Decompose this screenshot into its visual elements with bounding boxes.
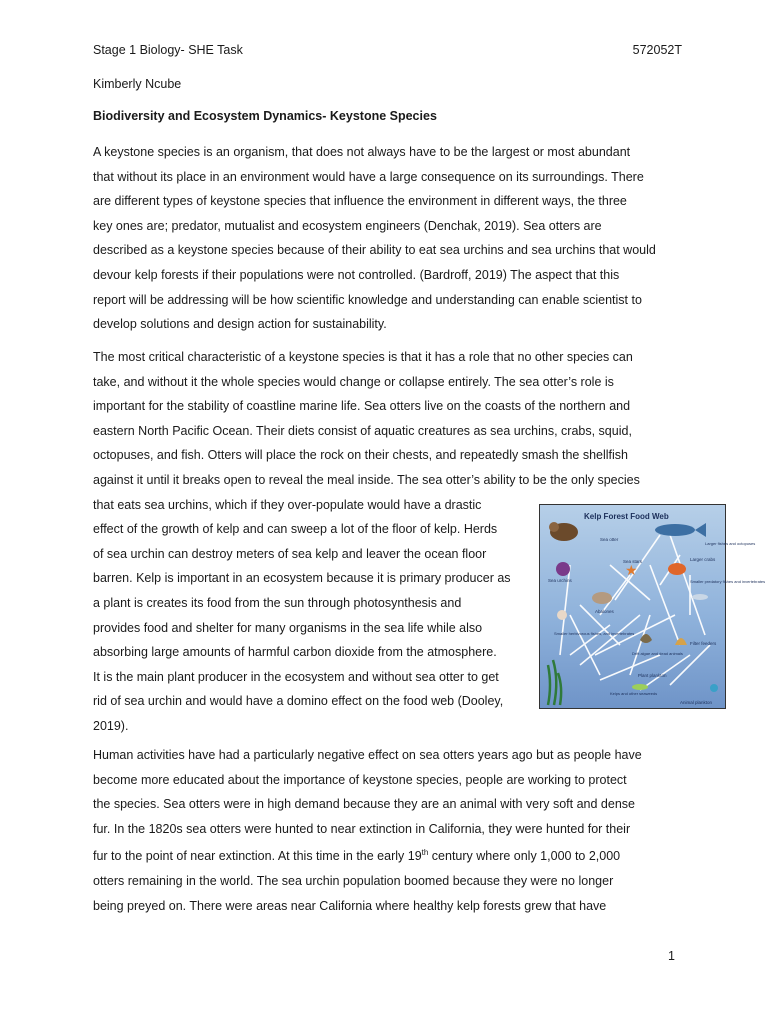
label-animal-plankton: Animal plankton [680,700,713,705]
animal-plankton-icon [710,684,718,692]
kelp-icon [548,660,561,705]
label-kelps: Kelps and other seaweeds [610,691,658,696]
paragraph-1-line: key ones are; predator, mutualist and ecosystem engineers (Denchak, 2019). Sea otters are [93,218,602,233]
paragraph-2-line: absorbing large amounts of harmful carbon dioxide from the atmosphere. [93,645,497,660]
page-number: 1 [668,949,675,963]
fish-tail-icon [695,523,706,537]
plant-plankton-icon [632,684,648,690]
paragraph-2-line: effect of the growth of kelp and can sweep a lot of the floor of kelp. Herds [93,522,498,537]
paragraph-1-line: devour kelp forests if their populations were not controlled. (Bardroff, 2019) The aspect that this [93,267,620,282]
sea-star-icon: ★ [625,562,638,578]
paragraph-1-line: that without its place in an environment would have a large consequence on its surroundings. There [93,169,644,184]
paragraph-2-line: against it until it breaks open to reveal the meal inside. The sea otter’s ability to be the only species [93,472,640,487]
label-abalones: Abalones [595,609,614,614]
sea-urchin-icon [556,562,570,576]
paragraph-1-line: develop solutions and design action for sustainability. [93,317,387,332]
paragraph-2-line: important for the stability of coastline marine life. Sea otters live on the coasts of the northern and [93,399,631,414]
herbivore-icon [557,610,567,620]
paragraph-1-line: report will be addressing will be how scientific knowledge and understanding can enable scientist to [93,292,642,307]
paragraph-2-line: rid of sea urchin and would have a domino effect on the food web (Dooley, [93,694,504,709]
document-title: Biodiversity and Ecosystem Dynamics- Keystone Species [93,109,437,123]
label-smaller-herbivorous: Smaller herbivorous fishes, and invertebrates [554,631,635,636]
paragraph-2-line: barren. Kelp is important in an ecosystem because it is primary producer as [93,571,511,586]
label-larger-fishes: Larger fishes and octopuses [705,541,756,546]
sea-otter-head-icon [549,522,559,532]
paragraph-2-line: octopuses, and fish. Otters will place the rock on their chests, and repeatedly smash the shellfish [93,448,628,463]
paragraph-1-line: described as a keystone species because of their ability to eat sea urchins and sea urchins that would [93,243,656,258]
line-text: fur to the point of near extinction. At this time in the early 19 [93,849,422,864]
paragraph-3-line: fur. In the 1820s sea otters were hunted to near extinction in California, they were hunted for their [93,821,631,836]
fish-icon [655,524,695,536]
paragraph-3-line: become more educated about the importance of keystone species, people are working to protect [93,772,627,787]
label-sea-urchins: Sea urchins [548,578,572,583]
small-fish-icon [692,594,708,600]
paragraph-3-line: the species. Sea otters were in high demand because they are an animal with very soft and dense [93,797,635,812]
paragraph-2-line: that eats sea urchins, which if they over-populate would have a drastic [93,497,482,512]
label-sea-stars: Sea stars [623,559,643,564]
paragraph-3 [93,743,675,918]
paragraph-1-line: A keystone species is an organism, that does not always have to be the largest or most abundant [93,145,631,159]
paragraph-2-line: 2019). [93,718,129,733]
paragraph-2-line: provides food and shelter for many organisms in the sea life while also [93,620,483,635]
label-sea-otter: Sea otter [600,537,619,542]
kelp-food-web-figure [539,504,766,709]
label-larger-crabs: Larger crabs [690,557,716,562]
label-drift-algae: Drift algae and dead animals [632,651,683,656]
paragraph-2-line: of sea urchin can destroy meters of sea kelp and leaver the ocean floor [93,546,487,561]
superscript: th [421,848,429,858]
paragraph-3-line: otters remaining in the world. The sea urchin population boomed because they were no longer [93,874,614,889]
paragraph-2-line: It is the main plant producer in the ecosystem and without sea otter to get [93,669,499,684]
crab-icon [668,563,686,575]
abalone-icon [592,592,612,604]
label-smaller-predatory: Smaller predatory fishes and invertebrates [690,579,766,584]
paragraph-2-line: The most critical characteristic of a keystone species is that it has a role that no other species can [93,350,633,364]
line-text: century where only 1,000 to 2,000 [428,849,621,864]
label-filter-feeders: Filter feeders [690,641,717,646]
paragraph-2-line: eastern North Pacific Ocean. Their diets consist of aquatic creatures as sea urchins, crabs, squid, [93,423,632,438]
paragraph-1 [93,140,675,337]
paragraph-3-line: being preyed on. There were areas near California where healthy kelp forests grew that have [93,898,607,913]
header-student-id: 572052T [632,43,682,57]
paragraph-2-line: take, and without it the whole species would change or collapse entirely. The sea otter’s role is [93,374,614,389]
paragraph-1-line: are different types of keystone species that influence the environment in different ways, the three [93,194,627,209]
filter-feeder-icon [675,638,687,645]
label-plant-plankton: Plant plankton [638,673,667,678]
figure-title: Kelp Forest Food Web [584,512,669,521]
food-web-diagram [540,505,766,710]
paragraph-3-line: Human activities have had a particularly negative effect on sea otters years ago but as people have [93,748,642,762]
paragraph-2-line: a plant is creates its food from the sun through photosynthesis and [93,595,462,610]
paragraph-3-line [93,841,675,869]
author-name: Kimberly Ncube [93,77,182,91]
header-course: Stage 1 Biology- SHE Task [93,43,243,57]
